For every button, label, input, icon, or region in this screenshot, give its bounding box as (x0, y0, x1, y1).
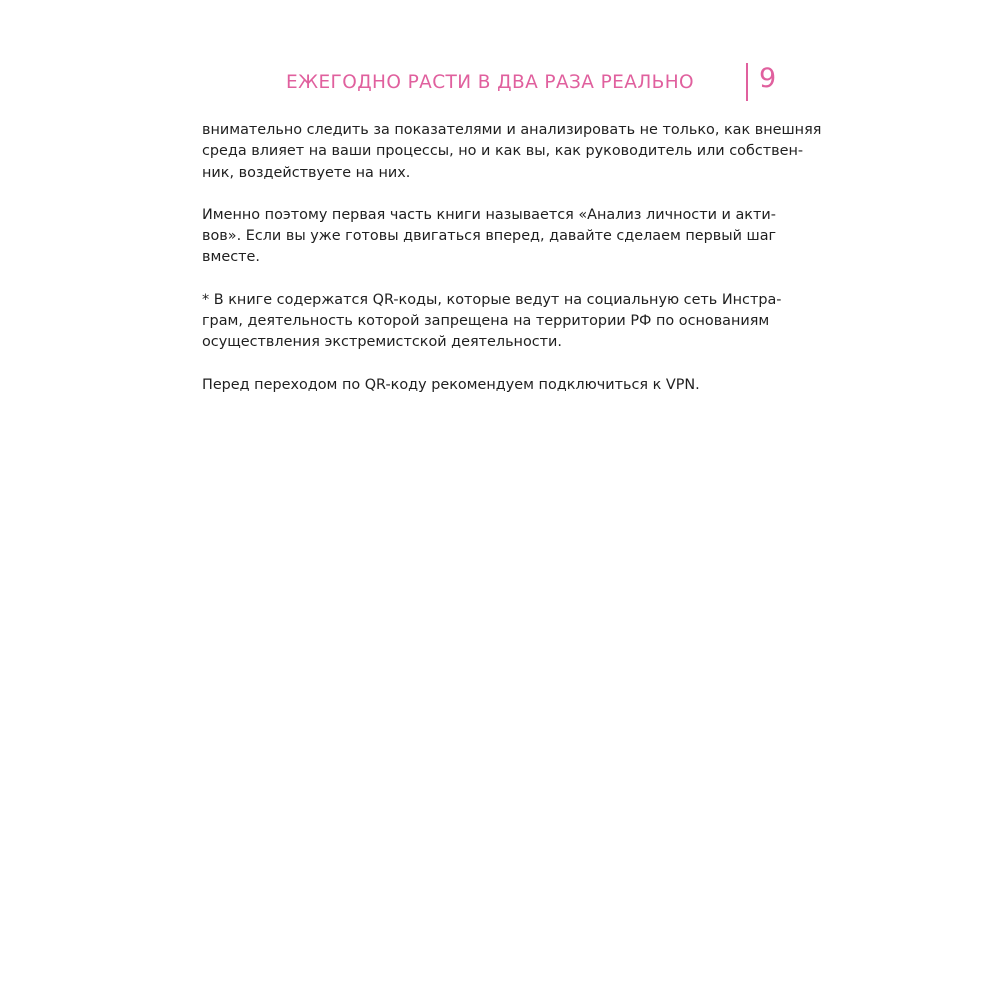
text-line: вов». Если вы уже готовы двигаться вперед, давайте сделаем первый шаг (202, 228, 777, 245)
text-line: ник, воздействуете на них. (202, 164, 411, 181)
paragraph-2 (202, 205, 777, 269)
text-line: внимательно следить за показателями и анализировать не только, как внешняя (202, 122, 822, 138)
body-text (202, 120, 822, 417)
text-line: вместе. (202, 249, 260, 266)
text-line: грам, деятельность которой запрещена на территории РФ по основаниям (202, 313, 770, 330)
page-number: 9 (759, 63, 777, 94)
text-line: Перед переходом по QR-коду рекомендуем подключиться к VPN. (202, 376, 700, 393)
running-header-title: ЕЖЕГОДНО РАСТИ В ДВА РАЗА РЕАЛЬНО (286, 72, 694, 93)
paragraph-1 (202, 120, 822, 184)
text-line: Именно поэтому первая часть книги называется «Анализ личности и акти- (202, 206, 776, 223)
footnote-paragraph (202, 290, 782, 354)
vpn-note-paragraph (202, 375, 748, 396)
text-line: * В книге содержатся QR-коды, которые ведут на социальную сеть Инстра- (202, 291, 782, 308)
header-divider (746, 63, 748, 101)
text-line: осуществления экстремистской деятельности. (202, 334, 562, 351)
text-line: среда влияет на ваши процессы, но и как вы, как руководитель или собствен- (202, 143, 804, 160)
